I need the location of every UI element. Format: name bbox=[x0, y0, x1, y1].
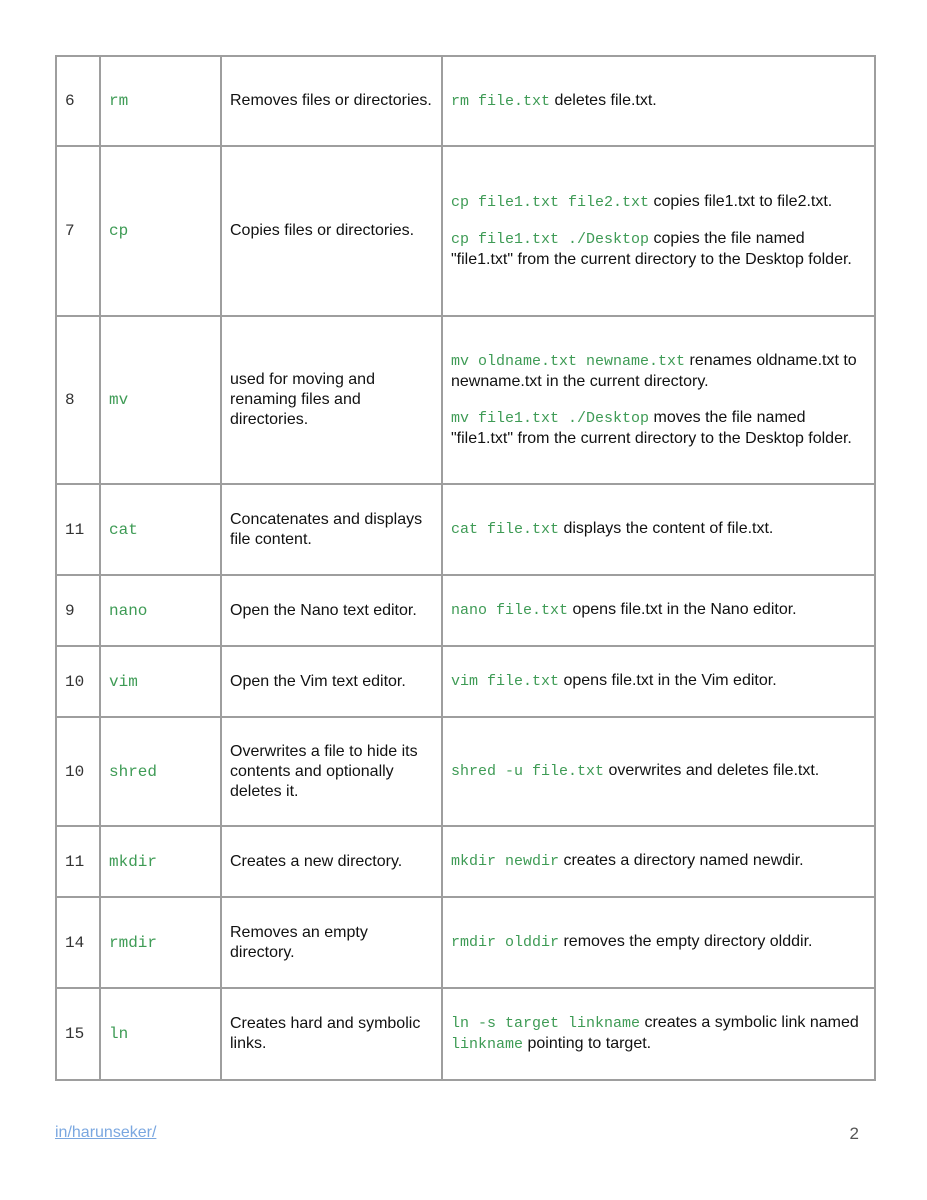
row-number: 9 bbox=[56, 575, 100, 646]
command-name: mkdir bbox=[100, 826, 221, 897]
example-text: opens file.txt in the Nano editor. bbox=[568, 601, 797, 618]
command-example-cell bbox=[442, 826, 875, 897]
command-name: rmdir bbox=[100, 897, 221, 988]
example-line bbox=[451, 932, 866, 953]
example-code: ln -s target linkname bbox=[451, 1015, 641, 1032]
table-row bbox=[56, 575, 875, 646]
example-text: pointing to target. bbox=[523, 1035, 652, 1052]
row-number: 15 bbox=[56, 988, 100, 1080]
command-example-cell bbox=[442, 316, 875, 484]
example-line bbox=[451, 408, 866, 449]
command-description: Removes files or directories. bbox=[221, 56, 442, 146]
command-name: cp bbox=[100, 146, 221, 316]
command-example-cell bbox=[442, 484, 875, 575]
example-code: rm file.txt bbox=[451, 92, 551, 110]
table-row bbox=[56, 826, 875, 897]
table-row bbox=[56, 484, 875, 575]
row-number: 14 bbox=[56, 897, 100, 988]
row-number: 11 bbox=[56, 826, 100, 897]
command-example-cell bbox=[442, 575, 875, 646]
command-example-cell bbox=[442, 56, 875, 146]
example-text: copies the file named "file1.txt" from the current directory to the Desktop folder. bbox=[451, 230, 852, 268]
command-description: Concatenates and displays file content. bbox=[221, 484, 442, 575]
command-name: cat bbox=[100, 484, 221, 575]
command-name: vim bbox=[100, 646, 221, 717]
row-number: 7 bbox=[56, 146, 100, 316]
row-number: 10 bbox=[56, 717, 100, 826]
example-line bbox=[451, 519, 866, 540]
example-text: removes the empty directory olddir. bbox=[559, 933, 813, 950]
command-name: mv bbox=[100, 316, 221, 484]
command-name: ln bbox=[100, 988, 221, 1080]
example-line bbox=[451, 600, 866, 621]
example-code: nano file.txt bbox=[451, 602, 569, 619]
example-text: creates a directory named newdir. bbox=[559, 852, 804, 869]
example-text: creates a symbolic link named bbox=[640, 1014, 859, 1031]
command-description: Open the Nano text editor. bbox=[221, 575, 442, 646]
example-code: cp file1.txt file2.txt bbox=[451, 194, 650, 211]
command-description: Removes an empty directory. bbox=[221, 897, 442, 988]
command-example-cell bbox=[442, 988, 875, 1080]
command-example-cell bbox=[442, 646, 875, 717]
example-code: mv oldname.txt newname.txt bbox=[451, 353, 686, 370]
command-example-cell bbox=[442, 717, 875, 826]
commands-table-body bbox=[56, 56, 875, 1080]
example-line bbox=[451, 761, 866, 782]
example-code: rmdir olddir bbox=[451, 934, 560, 951]
command-description: Copies files or directories. bbox=[221, 146, 442, 316]
command-name: shred bbox=[100, 717, 221, 826]
command-description: Open the Vim text editor. bbox=[221, 646, 442, 717]
command-example-cell bbox=[442, 897, 875, 988]
example-code: cat file.txt bbox=[451, 521, 560, 538]
example-code: linkname bbox=[451, 1036, 524, 1053]
table-row bbox=[56, 316, 875, 484]
table-row bbox=[56, 56, 875, 146]
example-line bbox=[451, 351, 866, 392]
example-line bbox=[451, 671, 866, 692]
example-line bbox=[451, 91, 866, 112]
example-line bbox=[451, 1013, 866, 1055]
table-row bbox=[56, 146, 875, 316]
example-text: displays the content of file.txt. bbox=[559, 520, 774, 537]
row-number: 6 bbox=[56, 56, 100, 146]
command-description: Creates a new directory. bbox=[221, 826, 442, 897]
example-code: mv file1.txt ./Desktop bbox=[451, 410, 650, 427]
command-name: rm bbox=[100, 56, 221, 146]
example-line bbox=[451, 851, 866, 872]
page-number: 2 bbox=[849, 1124, 859, 1143]
command-description: Overwrites a file to hide its contents and optionally deletes it. bbox=[221, 717, 442, 826]
example-code: shred -u file.txt bbox=[451, 763, 605, 780]
row-number: 8 bbox=[56, 316, 100, 484]
example-line bbox=[451, 192, 866, 213]
table-row bbox=[56, 988, 875, 1080]
example-text: renames oldname.txt to newname.txt in the current directory. bbox=[451, 352, 857, 390]
command-example-cell bbox=[442, 146, 875, 316]
commands-table bbox=[55, 55, 876, 1081]
command-description: used for moving and renaming files and directories. bbox=[221, 316, 442, 484]
example-code: cp file1.txt ./Desktop bbox=[451, 231, 650, 248]
row-number: 11 bbox=[56, 484, 100, 575]
example-code: mkdir newdir bbox=[451, 853, 560, 870]
example-text: deletes file.txt. bbox=[550, 91, 657, 109]
command-description: Creates hard and symbolic links. bbox=[221, 988, 442, 1080]
row-number: 10 bbox=[56, 646, 100, 717]
table-row bbox=[56, 897, 875, 988]
table-row bbox=[56, 646, 875, 717]
example-text: opens file.txt in the Vim editor. bbox=[559, 672, 777, 689]
example-text: copies file1.txt to file2.txt. bbox=[649, 193, 833, 210]
command-name: nano bbox=[100, 575, 221, 646]
example-text: overwrites and deletes file.txt. bbox=[604, 762, 820, 779]
example-text: moves the file named "file1.txt" from the current directory to the Desktop folder. bbox=[451, 409, 852, 447]
example-code: vim file.txt bbox=[451, 673, 560, 690]
footer-profile-link[interactable]: in/harunseker/ bbox=[55, 1124, 157, 1141]
table-row bbox=[56, 717, 875, 826]
example-line bbox=[451, 229, 866, 270]
